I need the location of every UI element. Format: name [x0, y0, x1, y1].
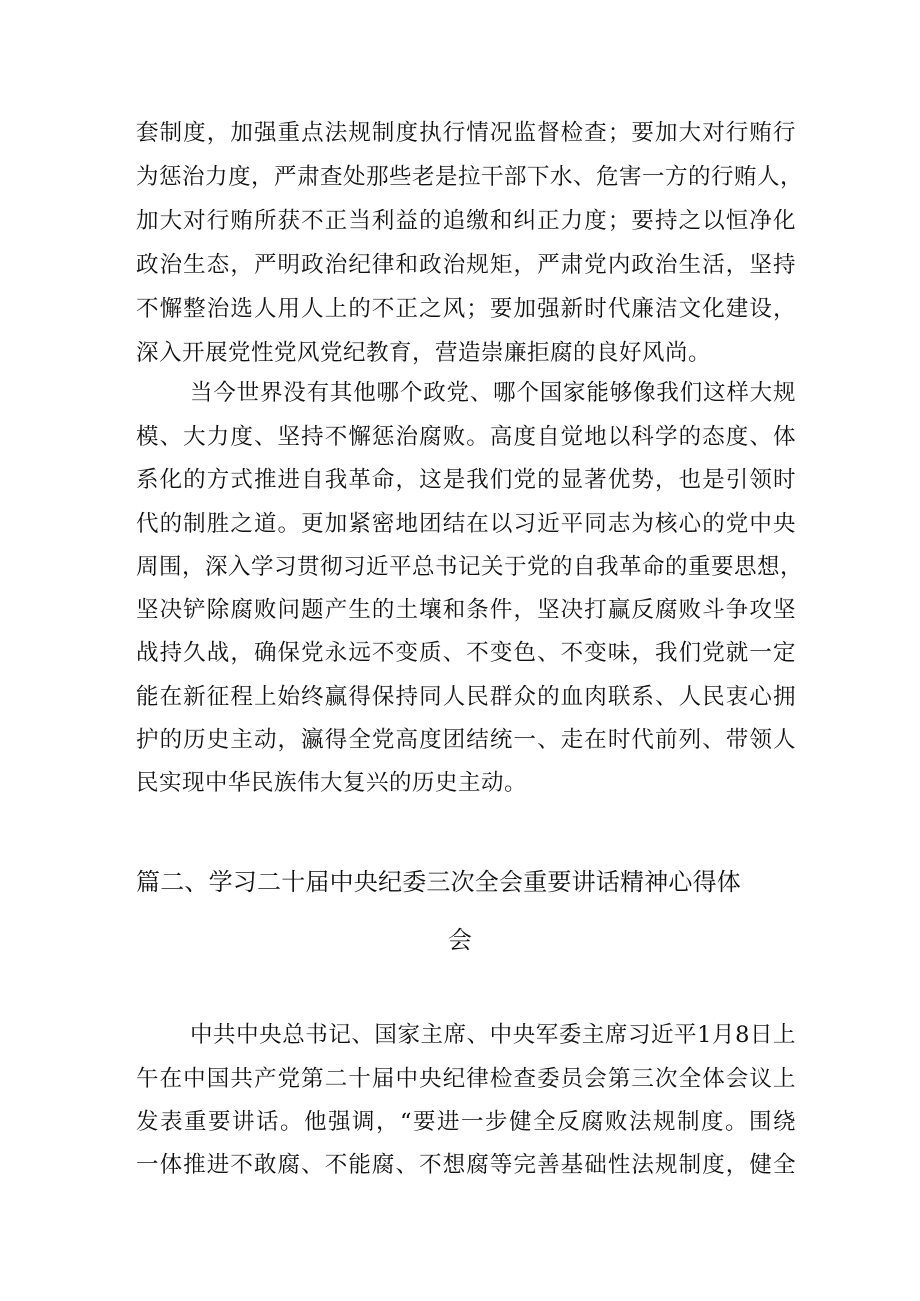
paragraph-2-line: 周围，深入学习贯彻习近平总书记关于党的自我革命的重要思想，: [136, 554, 804, 580]
section-heading-continuation: 会: [448, 926, 472, 954]
paragraph-1-line: 政治生态，严明政治纪律和政治规矩，严肃党内政治生活，坚持: [136, 252, 796, 278]
paragraph-3-line: 午在中国共产党第二十届中央纪律检查委员会第三次全体会议上: [136, 1066, 796, 1092]
paragraph-2-line: 能在新征程上始终赢得保持同人民群众的血肉联系、人民衷心拥: [136, 684, 796, 710]
paragraph-2-line: 系化的方式推进自我革命，这是我们党的显著优势，也是引领时: [136, 467, 796, 493]
paragraph-3-line: 一体推进不敢腐、不能腐、不想腐等完善基础性法规制度，健全: [136, 1152, 796, 1178]
paragraph-3-line: 发表重要讲话。他强调，“要进一步健全反腐败法规制度。围绕: [136, 1109, 796, 1135]
paragraph-2-line: 护的历史主动，瀛得全党高度团结统一、走在时代前列、带领人: [136, 727, 796, 753]
section-heading: 篇二、学习二十届中央纪委三次全会重要讲话精神心得体: [136, 868, 741, 896]
paragraph-2-line: 民实现中华民族伟大复兴的历史主动。: [136, 770, 528, 796]
paragraph-1-line: 加大对行贿所获不正当利益的追缴和纠正力度；要持之以恒净化: [136, 208, 796, 234]
paragraph-1-line: 深入开展党性党风党纪教育，营造崇廉拒腐的良好风尚。: [136, 340, 712, 366]
paragraph-2-line: 坚决铲除腐败问题产生的土壤和条件，坚决打赢反腐败斗争攻坚: [136, 597, 796, 623]
paragraph-2-line: 当今世界没有其他哪个政党、哪个国家能够像我们这样大规: [190, 380, 796, 406]
paragraph-2-line: 战持久战，确保党永远不变质、不变色、不变味，我们党就一定: [136, 640, 796, 666]
paragraph-1-line: 不懈整治选人用人上的不正之风；要加强新时代廉洁文化建设，: [136, 296, 796, 322]
paragraph-1-line: 套制度，加强重点法规制度执行情况监督检查；要加大对行贿行: [136, 120, 796, 146]
paragraph-2-line: 模、大力度、坚持不懈惩治腐败。高度自觉地以科学的态度、体: [136, 424, 796, 450]
paragraph-2-line: 代的制胜之道。更加紧密地团结在以习近平同志为核心的党中央: [136, 511, 796, 537]
paragraph-3-line: 中共中央总书记、国家主席、中央军委主席习近平1月8日上: [190, 1022, 796, 1048]
paragraph-1-line: 为惩治力度，严肃查处那些老是拉干部下水、危害一方的行贿人，: [136, 164, 804, 190]
